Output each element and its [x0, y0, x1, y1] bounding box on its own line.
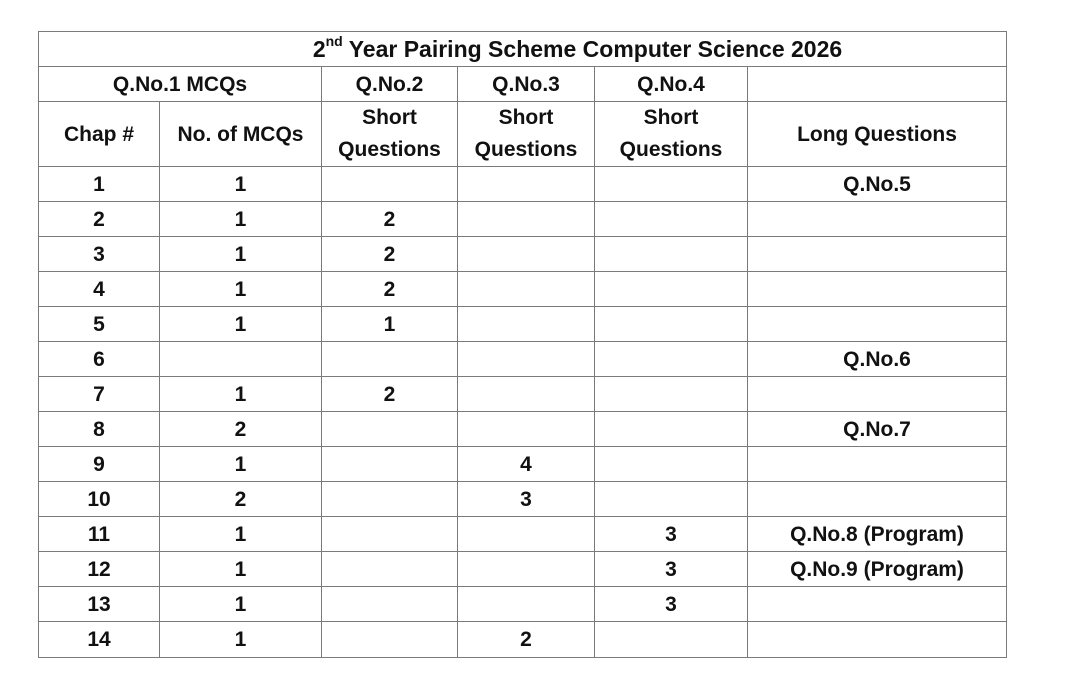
q4-cell — [595, 202, 748, 237]
long-cell: Q.No.7 — [748, 412, 1007, 447]
header-q4-short-questions — [595, 102, 748, 167]
chap-cell: 1 — [39, 167, 160, 202]
long-cell: Q.No.5 — [748, 167, 1007, 202]
long-cell — [748, 587, 1007, 622]
chap-cell: 13 — [39, 587, 160, 622]
short-label: Short — [643, 106, 699, 129]
chap-cell: 6 — [39, 342, 160, 377]
mcqs-cell: 1 — [160, 447, 322, 482]
q2-cell — [322, 552, 458, 587]
table-row — [39, 167, 1007, 202]
table-row — [39, 202, 1007, 237]
header-long-blank — [748, 67, 1007, 102]
q4-cell — [595, 237, 748, 272]
header-q2-short-questions — [322, 102, 458, 167]
chap-cell: 4 — [39, 272, 160, 307]
q2-cell: 2 — [322, 237, 458, 272]
table-row — [39, 307, 1007, 342]
q3-cell — [458, 272, 595, 307]
table-row — [39, 552, 1007, 587]
header-q3-short-questions — [458, 102, 595, 167]
mcqs-cell: 1 — [160, 237, 322, 272]
q2-cell — [322, 342, 458, 377]
header-chap: Chap # — [39, 102, 160, 167]
q4-cell: 3 — [595, 552, 748, 587]
q3-cell — [458, 412, 595, 447]
header-q4: Q.No.4 — [595, 67, 748, 102]
q4-cell: 3 — [595, 517, 748, 552]
q3-cell: 2 — [458, 622, 595, 658]
q3-cell — [458, 517, 595, 552]
q4-cell — [595, 412, 748, 447]
q3-cell — [458, 167, 595, 202]
chap-cell: 9 — [39, 447, 160, 482]
title-superscript: nd — [325, 32, 343, 49]
long-cell — [748, 202, 1007, 237]
table-row — [39, 447, 1007, 482]
q2-cell: 1 — [322, 307, 458, 342]
mcqs-cell — [160, 342, 322, 377]
pairing-scheme-table — [38, 31, 1007, 658]
questions-label: Questions — [619, 138, 723, 161]
questions-label: Questions — [474, 138, 578, 161]
mcqs-cell: 1 — [160, 272, 322, 307]
title-prefix: 2 — [312, 35, 326, 62]
mcqs-cell: 2 — [160, 412, 322, 447]
long-cell — [748, 237, 1007, 272]
chap-cell: 8 — [39, 412, 160, 447]
chap-cell: 10 — [39, 482, 160, 517]
mcqs-cell: 2 — [160, 482, 322, 517]
q3-cell — [458, 237, 595, 272]
table-row — [39, 342, 1007, 377]
q4-cell — [595, 307, 748, 342]
q4-cell: 3 — [595, 587, 748, 622]
q3-cell: 3 — [458, 482, 595, 517]
chap-cell: 7 — [39, 377, 160, 412]
q4-cell — [595, 342, 748, 377]
long-cell: Q.No.6 — [748, 342, 1007, 377]
q2-cell: 2 — [322, 377, 458, 412]
q3-cell — [458, 377, 595, 412]
q3-cell — [458, 552, 595, 587]
table-row — [39, 622, 1007, 658]
chap-cell: 5 — [39, 307, 160, 342]
mcqs-cell: 1 — [160, 517, 322, 552]
q2-cell — [322, 517, 458, 552]
q4-cell — [595, 272, 748, 307]
table-row — [39, 482, 1007, 517]
q2-cell — [322, 587, 458, 622]
table-row — [39, 272, 1007, 307]
mcqs-cell: 1 — [160, 552, 322, 587]
table-row — [39, 377, 1007, 412]
mcqs-cell: 1 — [160, 202, 322, 237]
header-no-of-mcqs: No. of MCQs — [160, 102, 322, 167]
q4-cell — [595, 622, 748, 658]
chap-cell: 3 — [39, 237, 160, 272]
q4-cell — [595, 377, 748, 412]
q2-cell — [322, 167, 458, 202]
q3-cell — [458, 587, 595, 622]
header-q3: Q.No.3 — [458, 67, 595, 102]
header-long-questions: Long Questions — [748, 102, 1007, 167]
mcqs-cell: 1 — [160, 167, 322, 202]
q2-cell — [322, 412, 458, 447]
q3-cell: 4 — [458, 447, 595, 482]
q3-cell — [458, 342, 595, 377]
q3-cell — [458, 202, 595, 237]
header-q2: Q.No.2 — [322, 67, 458, 102]
long-cell — [748, 307, 1007, 342]
short-label: Short — [498, 106, 554, 129]
q2-cell — [322, 482, 458, 517]
mcqs-cell: 1 — [160, 377, 322, 412]
table-row — [39, 412, 1007, 447]
long-cell: Q.No.9 (Program) — [748, 552, 1007, 587]
q2-cell: 2 — [322, 272, 458, 307]
short-label: Short — [362, 106, 417, 129]
table-title — [39, 32, 1007, 67]
long-cell — [748, 482, 1007, 517]
long-cell — [748, 377, 1007, 412]
q2-cell — [322, 622, 458, 658]
long-cell: Q.No.8 (Program) — [748, 517, 1007, 552]
mcqs-cell: 1 — [160, 622, 322, 658]
chap-cell: 12 — [39, 552, 160, 587]
chap-cell: 14 — [39, 622, 160, 658]
chap-cell: 11 — [39, 517, 160, 552]
long-cell — [748, 622, 1007, 658]
mcqs-cell: 1 — [160, 307, 322, 342]
q2-cell — [322, 447, 458, 482]
long-cell — [748, 447, 1007, 482]
mcqs-cell: 1 — [160, 587, 322, 622]
q3-cell — [458, 307, 595, 342]
q4-cell — [595, 482, 748, 517]
header-q1-mcqs: Q.No.1 MCQs — [39, 67, 322, 102]
table-row — [39, 517, 1007, 552]
table-row — [39, 587, 1007, 622]
table-row — [39, 237, 1007, 272]
q4-cell — [595, 167, 748, 202]
questions-label: Questions — [338, 138, 441, 161]
title-text: Year Pairing Scheme Computer Science 2026 — [342, 35, 843, 62]
q4-cell — [595, 447, 748, 482]
q2-cell: 2 — [322, 202, 458, 237]
chap-cell: 2 — [39, 202, 160, 237]
long-cell — [748, 272, 1007, 307]
